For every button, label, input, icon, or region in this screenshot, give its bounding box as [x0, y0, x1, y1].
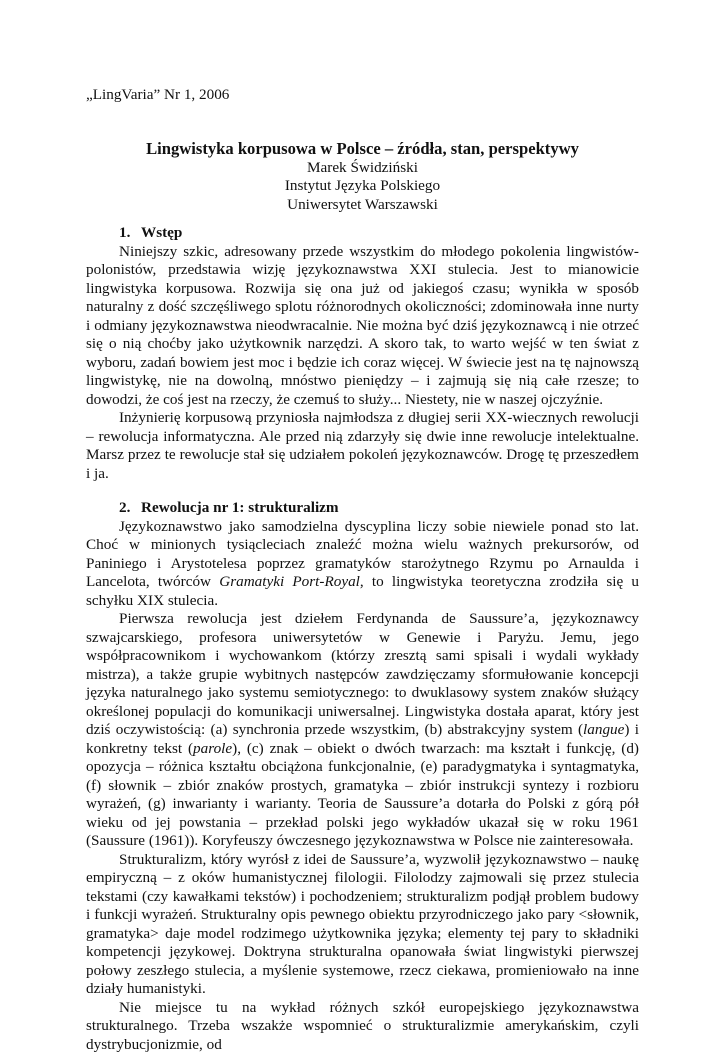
section-title: Rewolucja nr 1: strukturalizm: [141, 499, 339, 516]
paragraph: Niniejszy szkic, adresowany przede wszystkim do młodego pokolenia lingwistów-polonistów, przedstawia wizję językoznawstwa XXI stulecia. Jest to mianowicie lingwistyka korpusowa. Rozwija się ona już od jakiegoś czasu; wynikła w sposób naturalny z dość szczęśliwego splotu różnorodnych okoliczności; zdominowała inne nurty i odmiany językoznawstwa nieodwracalnie. Nie można być dziś językoznawcą i nie otrzeć się o nią choćby jako użytkownik narzędzi. A skoro tak, to warto wejść w ten świat z wyboru, zadań bowiem jest moc i będzie ich coraz więcej. W świecie jest na tę najnowszą lingwistykę, nie na dowolną, mnóstwo pieniędzy – i zajmują się nią całe rzesze; to dowodzi, że coś jest na rzeczy, że czemuś to służy... Niestety, nie w naszej ojczyźnie.: [86, 243, 639, 410]
paragraph: Inżynierię korpusową przyniosła najmłodsza z długiej serii XX-wiecznych rewolucji – rewolucja informatyczna. Ale przed nią zdarzyły się dwie inne rewolucje intelektualne. Marsz przez te rewolucje stał się udziałem pokoleń językoznawców. Drogę tę przeszedłem i ja.: [86, 409, 639, 483]
paper-title: Lingwistyka korpusowa w Polsce – źródła, stan, perspektywy: [86, 139, 639, 159]
affiliation-university: Uniwersytet Warszawski: [86, 196, 639, 215]
document-page: [86, 86, 639, 1054]
section-number: 1.: [119, 224, 141, 243]
author-name: Marek Świdziński: [86, 159, 639, 178]
journal-citation: „LingVaria” Nr 1, 2006: [86, 86, 639, 105]
paragraph: Językoznawstwo jako samodzielna dyscyplina liczy sobie niewiele ponad sto lat. Choć w minionych tysiącleciach znaleźć można wielu ważnych prekursorów, od Paniniego i Arystotelesa poprzez gramatyków starożytnego Rzymu po Arnaulda i Lancelota, twórców Gramatyki Port-Royal, to lingwistyka teoretyczna zrodziła się u schyłku XIX stulecia.: [86, 518, 639, 611]
section-heading-introduction: [86, 224, 639, 243]
paragraph: Nie miejsce tu na wykład różnych szkół europejskiego językoznawstwa strukturalnego. Trzeba wszakże wspomnieć o strukturalizmie amerykańskim, czyli dystrybucjonizmie, od: [86, 999, 639, 1054]
italic-term-langue: langue: [583, 721, 624, 738]
paragraph: Pierwsza rewolucja jest dziełem Ferdynanda de Saussure’a, językoznawcy szwajcarskiego, profesora uniwersytetów w Genewie i Paryżu. Jemu, jego współpracownikom i wychowankom (którzy zresztą sami spisali i wydali wykłady mistrza), a także grupie wybitnych następców zawdzięczamy sformułowanie koncepcji języka naturalnego jako systemu semiotycznego: to dwuklasowy system znaków służący określonej populacji do komunikacji uniwersalnej. Lingwistyka dostała aparat, który jest dziś oczywistością: (a) synchronia przede wszystkim, (b) abstrakcyjny system (langue) i konkretny tekst (parole), (c) znak – obiekt o dwóch twarzach: ma kształt i funkcję, (d) opozycja – różnica kształtu obciążona funkcjonalnie, (e) paradygmatyka i syntagmatyka, (f) słownik – zbiór znaków prostych, gramatyka – zbiór instrukcji syntezy i rozbioru wyrażeń, (g) inwarianty i warianty. Teoria de Saussure’a dotarła do Polski z górą pół wieku od jej powstania – przekład polski jego wykładów ukazał się w roku 1961 (Saussure (1961)). Koryfeuszy ówczesnego językoznawstwa w Polsce nie zainteresowała.: [86, 610, 639, 851]
paragraph: Strukturalizm, który wyrósł z idei de Saussure’a, wyzwolił językoznawstwo – naukę empiryczną – z oków humanistycznej filologii. Filolodzy zajmowali się przez stulecia tekstami (czy kawałkami tekstów) i pochodzeniem; strukturalizm podjął problem budowy i funkcji wyrażeń. Strukturalny opis pewnego obiektu przyrodniczego jako pary <słownik, gramatyka> daje model rodzimego użytkownika języka; elementy tej pary to składniki kompetencji językowej. Doktryna strukturalna opanowała świat lingwistyki pierwszej połowy zeszłego stulecia, a myślenie systemowe, rzecz ciekawa, promieniowało na inne działy humanistyki.: [86, 851, 639, 999]
section-title: Wstęp: [141, 224, 182, 241]
title-block: [86, 139, 639, 215]
italic-title: Gramatyki Port-Royal: [219, 573, 360, 590]
affiliation-institute: Instytut Języka Polskiego: [86, 177, 639, 196]
section-heading-structuralism: [86, 499, 639, 518]
section-number: 2.: [119, 499, 141, 518]
italic-term-parole: parole: [193, 740, 232, 757]
section-spacer: [86, 483, 639, 499]
